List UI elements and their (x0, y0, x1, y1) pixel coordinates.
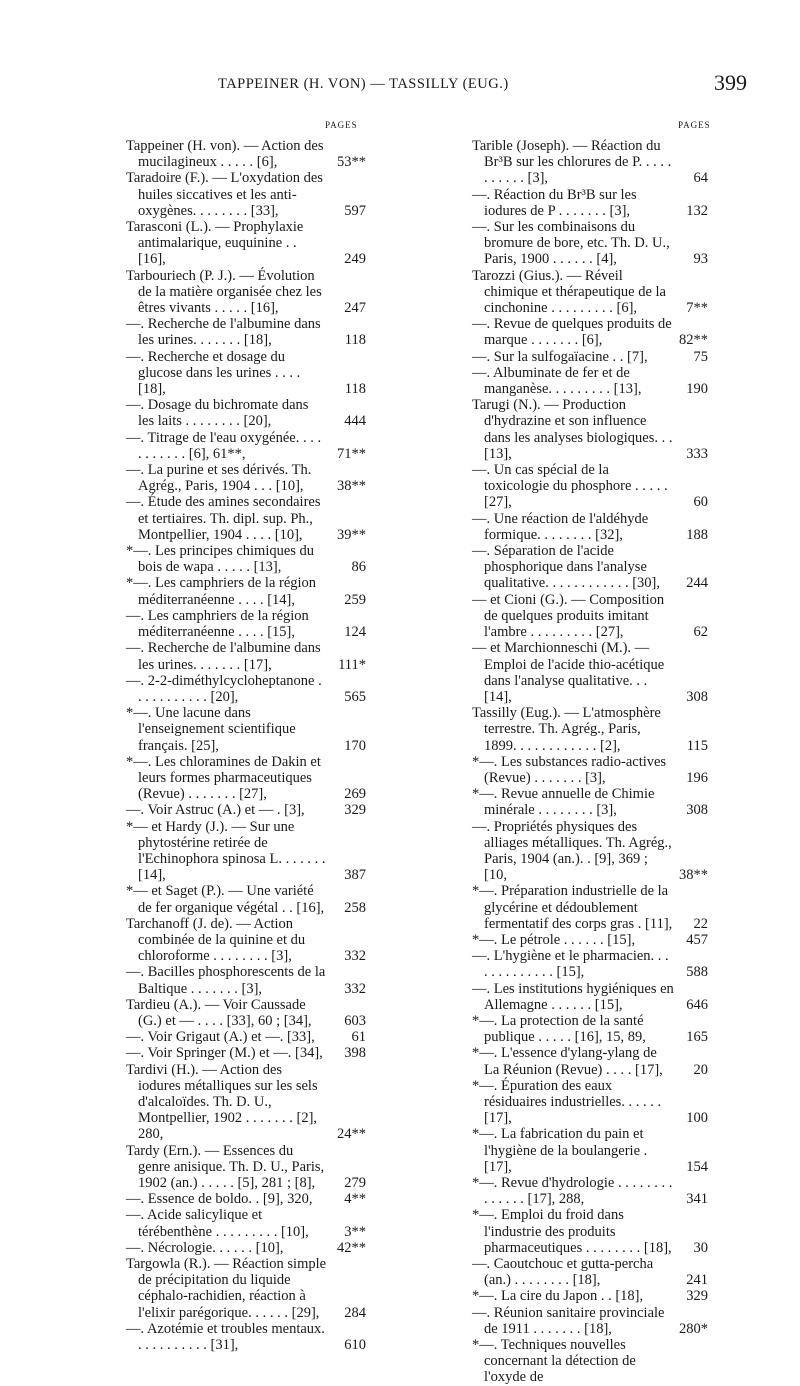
entry-text: *—. Préparation industrielle de la glycérine et dédoublement fermentatif des corps gras . [11], (472, 883, 673, 932)
index-entry (472, 1126, 708, 1175)
entry-text: —. Les camphriers de la région méditerranéenne . . . . [15], (126, 607, 309, 641)
index-entry (126, 1256, 366, 1321)
entry-text: Tarbouriech (P. J.). — Évolution de la matière organisée chez les êtres vivants . . . . . [16], (126, 267, 322, 317)
entry-page: 124 (344, 624, 366, 641)
entry-text: *—. L'essence d'ylang-ylang de La Réunion (Revue) . . . . [17], (472, 1045, 663, 1078)
entry-page: 165 (686, 1029, 708, 1046)
entry-page: 75 (693, 348, 708, 365)
entry-page: 329 (344, 802, 366, 819)
entry-page: 86 (351, 559, 366, 576)
index-entry (126, 268, 366, 317)
index-entry (472, 219, 708, 268)
entry-page: 62 (693, 624, 708, 641)
entry-text: —. Étude des amines secondaires et tertiaires. Th. dipl. sup. Ph., Montpellier, 1904 . . . . [10], (126, 494, 321, 543)
entry-text: —. Voir Grigaut (A.) et —. [33], (126, 1029, 315, 1046)
index-entry (472, 138, 708, 187)
entry-text: —. Recherche de l'albumine dans les urines. . . . . . . [18], (126, 316, 321, 349)
index-entry (126, 349, 366, 398)
entry-text: Targowla (R.). — Réaction simple de précipitation du liquide céphalo-rachidien, réaction à l'elixir parégorique. . . . . . [29], (126, 1256, 327, 1321)
entry-text: —. Réaction du Br³B sur les iodures de P . . . . . . . [3], (472, 186, 637, 219)
running-title: TAPPEINER (H. VON) — TASSILLY (EUG.) (218, 76, 509, 92)
index-entry (126, 1191, 366, 1207)
entry-text: —. Recherche et dosage du glucose dans les urines . . . . [18], (126, 348, 301, 398)
entry-page: 332 (344, 980, 366, 997)
index-entry (472, 819, 708, 884)
entry-page: 7** (686, 300, 708, 317)
entry-text: *—. Techniques nouvelles concernant la détection de l'oxyde de (472, 1337, 636, 1386)
entry-text: —. Une réaction de l'aldéhyde formique. . . . . . . . [32], (472, 510, 649, 543)
entry-text: *—. Les camphriers de la région méditerranéenne . . . . [14], (126, 575, 317, 608)
index-entry (126, 219, 366, 268)
index-entry (472, 948, 708, 980)
index-entry (126, 1029, 366, 1045)
entry-text: —. Bacilles phosphorescents de la Baltique . . . . . . . [3], (126, 964, 326, 997)
entry-page: 247 (344, 300, 366, 317)
index-entry (126, 430, 366, 462)
entry-text: —. Les institutions hygiéniques en Allemagne . . . . . . [15], (472, 980, 674, 1013)
left-index-column (126, 138, 366, 1353)
entry-page: 38** (337, 478, 366, 495)
entry-page: 610 (344, 1337, 366, 1354)
index-entry (472, 786, 708, 818)
entry-page: 279 (344, 1175, 366, 1191)
entry-page: 244 (686, 575, 708, 592)
entry-page: 64 (693, 170, 708, 187)
index-entry (126, 316, 366, 348)
entry-text: Taradoire (F.). — L'oxydation des huiles siccatives et les anti-oxygènes. . . . . . . . [33], (126, 170, 323, 219)
entry-page: 111* (338, 656, 366, 673)
entry-text: *—. Emploi du froid dans l'industrie des produits pharmaceutiques . . . . . . . . [18], (472, 1207, 672, 1256)
entry-text: —. Voir Astruc (A.) et — . [3], (126, 802, 305, 819)
index-entry (472, 640, 708, 705)
entry-text: Tardy (Ern.). — Essences du genre anisique. Th. D. U., Paris, 1902 (an.) . . . . . [5], 281 ; [8], (126, 1142, 325, 1191)
index-entry (472, 1256, 708, 1288)
index-entry (126, 1062, 366, 1143)
index-entry (472, 932, 708, 948)
index-entry (472, 511, 708, 543)
entry-text: —. Propriétés physiques des alliages métalliques. Th. Agrég., Paris, 1904 (an.). . [9], 369 ; [10, (472, 818, 672, 884)
entry-text: *—. Les chloramines de Dakin et leurs formes pharmaceutiques (Revue) . . . . . . . [27], (126, 753, 321, 803)
entry-text: *—. Les substances radio-actives (Revue) . . . . . . . [3], (472, 753, 667, 786)
entry-page: 597 (344, 202, 366, 219)
entry-text: —. Recherche de l'albumine dans les urines. . . . . . . [17], (126, 640, 321, 673)
entry-text: Tarchanoff (J. de). — Action combinée de la quinine et du chloroforme . . . . . . . . [3], (126, 915, 306, 965)
right-index-column (472, 138, 708, 1386)
entry-text: — et Cioni (G.). — Composition de quelques produits imitant l'ambre . . . . . . . . . [27], (472, 591, 665, 641)
entry-text: —. La purine et ses dérivés. Th. Agrég., Paris, 1904 . . . [10], (126, 462, 312, 495)
entry-page: 100 (686, 1110, 708, 1127)
entry-page: 329 (686, 1288, 708, 1305)
index-entry (126, 997, 366, 1029)
entry-text: *—. Épuration des eaux résiduaires industrielles. . . . . . [17], (472, 1077, 662, 1127)
index-entry (472, 349, 708, 365)
entry-page: 118 (344, 381, 366, 398)
entry-text: —. Sur les combinaisons du bromure de bore, etc. Th. D. U., Paris, 1900 . . . . . . [4], (472, 219, 670, 268)
index-entry (126, 608, 366, 640)
entry-text: *—. Revue annuelle de Chimie minérale . . . . . . . . [3], (472, 786, 655, 819)
entry-page: 24** (337, 1126, 366, 1143)
entry-page: 132 (686, 202, 708, 219)
index-entry (472, 1305, 708, 1337)
entry-text: —. Séparation de l'acide phosphorique dans l'analyse qualitative. . . . . . . . . . . . [30], (472, 543, 660, 592)
entry-page: 341 (686, 1191, 708, 1208)
entry-page: 308 (686, 688, 708, 705)
index-entry (472, 1175, 708, 1207)
entry-page: 258 (344, 899, 366, 916)
entry-page: 241 (686, 1272, 708, 1289)
index-entry (126, 964, 366, 996)
entry-page: 93 (693, 251, 708, 268)
index-entry (126, 819, 366, 884)
index-entry (472, 1207, 708, 1256)
entry-page: 22 (693, 915, 708, 932)
entry-page: 387 (344, 867, 366, 884)
entry-page: 190 (686, 381, 708, 398)
index-entry (126, 575, 366, 607)
index-entry (472, 1013, 708, 1045)
entry-page: 20 (693, 1061, 708, 1078)
entry-page: 170 (344, 737, 366, 754)
index-entry (126, 673, 366, 705)
entry-page: 308 (686, 802, 708, 819)
entry-text: — et Marchionneschi (M.). — Emploi de l'acide thio-acétique dans l'analyse qualitative. . . [14], (472, 640, 665, 705)
entry-text: —. Nécrologie. . . . . . [10], (126, 1239, 284, 1256)
index-entry (472, 365, 708, 397)
entry-page: 646 (686, 996, 708, 1013)
entry-text: *—. Les principes chimiques du bois de wapa . . . . . [13], (126, 543, 315, 576)
index-entry (126, 640, 366, 672)
entry-text: —. Voir Springer (M.) et —. [34], (126, 1045, 323, 1062)
index-entry (126, 883, 366, 915)
entry-text: —. Réunion sanitaire provinciale de 1911 . . . . . . . [18], (472, 1304, 665, 1337)
entry-page: 60 (693, 494, 708, 511)
entry-page: 333 (686, 445, 708, 462)
index-entry (472, 268, 708, 317)
entry-page: 588 (686, 964, 708, 981)
index-entry (472, 754, 708, 786)
index-entry (472, 187, 708, 219)
entry-text: —. Essence de boldo. . [9], 320, (126, 1191, 313, 1208)
index-entry (126, 754, 366, 803)
entry-page: 444 (344, 413, 366, 430)
entry-page: 332 (344, 948, 366, 965)
entry-page: 565 (344, 688, 366, 705)
entry-text: Tardivi (H.). — Action des iodures métalliques sur les sels d'alcaloïdes. Th. D. U., Montpellier, 1902 . . . . . . . [2], 280, (126, 1061, 318, 1143)
entry-text: *—. Une lacune dans l'enseignement scientifique français. [25], (126, 705, 296, 754)
entry-text: *—. Revue d'hydrologie . . . . . . . . . . . . . . [17], 288, (472, 1175, 673, 1208)
index-entry (126, 462, 366, 494)
index-entry (472, 543, 708, 592)
entry-page: 3** (344, 1223, 366, 1240)
index-entry (126, 916, 366, 965)
index-entry (126, 397, 366, 429)
entry-text: —. Un cas spécial de la toxicologie du phosphore . . . . . [27], (472, 462, 668, 511)
entry-text: Tardieu (A.). — Voir Caussade (G.) et — . . . . [33], 60 ; [34], (126, 996, 312, 1029)
entry-text: —. 2-2-diméthylcycloheptanone . . . . . . . . . . . [20], (126, 672, 322, 705)
entry-page: 4** (344, 1191, 366, 1208)
index-entry (472, 1337, 708, 1386)
entry-text: —. Sur la sulfogaïacine . . [7], (472, 348, 648, 365)
entry-text: —. Dosage du bichromate dans les laits . . . . . . . . [20], (126, 397, 309, 430)
entry-page: 249 (344, 251, 366, 268)
entry-page: 39** (337, 526, 366, 543)
index-entry (472, 1288, 708, 1304)
entry-text: —. Titrage de l'eau oxygénée. . . . . . . . . . . [6], 61**, (126, 429, 322, 462)
index-entry (126, 1143, 366, 1192)
entry-page: 118 (344, 332, 366, 349)
entry-text: *—. La cire du Japon . . [18], (472, 1288, 644, 1305)
entry-text: *— et Saget (P.). — Une variété de fer organique végétal . . [16], (126, 883, 325, 916)
entry-text: Tappeiner (H. von). — Action des mucilagineux . . . . . [6], (126, 138, 324, 171)
entry-page: 71** (337, 445, 366, 462)
entry-text: *—. Le pétrole . . . . . . [15], (472, 931, 636, 948)
entry-text: Tarible (Joseph). — Réaction du Br³B sur les chlorures de P. . . . . . . . . . . [3], (472, 138, 672, 187)
entry-text: —. L'hygiène et le pharmacien. . . . . . . . . . . . . [15], (472, 948, 669, 981)
page-number: 399 (714, 70, 747, 95)
entry-text: —. Albuminate de fer et de manganèse. . . . . . . . . [13], (472, 364, 642, 398)
index-entry (126, 1240, 366, 1256)
left-pages-header: PAGES (325, 120, 358, 130)
index-entry (126, 802, 366, 818)
index-entry (472, 1045, 708, 1077)
entry-page: 154 (686, 1158, 708, 1175)
index-entry (126, 1207, 366, 1239)
index-entry (472, 883, 708, 932)
entry-text: Tarasconi (L.). — Prophylaxie antimalarique, euquinine . . [16], (126, 219, 304, 268)
entry-text: Tassilly (Eug.). — L'atmosphère terrestre. Th. Agrég., Paris, 1899. . . . . . . . . . . . [2], (472, 705, 661, 754)
entry-page: 284 (344, 1304, 366, 1321)
entry-page: 398 (344, 1045, 366, 1062)
index-entry (472, 592, 708, 641)
right-pages-header: PAGES (678, 120, 711, 130)
index-entry (126, 543, 366, 575)
entry-page: 269 (344, 786, 366, 803)
entry-text: *—. La protection de la santé publique . . . . . [16], 15, 89, (472, 1012, 646, 1046)
entry-text: —. Acide salicylique et térébenthène . . . . . . . . . [10], (126, 1207, 309, 1240)
index-entry (472, 462, 708, 511)
index-entry (472, 1078, 708, 1127)
entry-page: 82** (679, 332, 708, 349)
entry-page: 188 (686, 526, 708, 543)
index-entry (126, 705, 366, 754)
entry-text: —. Azotémie et troubles mentaux. . . . . . . . . . . [31], (126, 1320, 325, 1354)
index-entry (126, 170, 366, 219)
entry-page: 38** (679, 867, 708, 884)
index-entry (472, 316, 708, 348)
entry-page: 280* (679, 1320, 708, 1337)
entry-page: 30 (693, 1239, 708, 1256)
entry-text: *—. La fabrication du pain et l'hygiène de la boulangerie . [17], (472, 1126, 648, 1175)
entry-page: 53** (337, 154, 366, 171)
entry-page: 603 (344, 1012, 366, 1029)
index-entry (126, 1321, 366, 1353)
entry-text: —. Caoutchouc et gutta-percha (an.) . . . . . . . . [18], (472, 1256, 654, 1289)
entry-page: 115 (686, 737, 708, 754)
index-entry (472, 981, 708, 1013)
index-entry (126, 1045, 366, 1061)
index-entry (472, 705, 708, 754)
entry-text: —. Revue de quelques produits de marque . . . . . . . [6], (472, 316, 672, 349)
index-entry (126, 494, 366, 543)
index-entry (472, 397, 708, 462)
entry-page: 259 (344, 591, 366, 608)
entry-page: 457 (686, 931, 708, 948)
entry-page: 196 (686, 769, 708, 786)
entry-text: *— et Hardy (J.). — Sur une phytostérine retirée de l'Echinophora spinosa L. . . . . . . [14], (126, 818, 326, 884)
entry-page: 42** (337, 1239, 366, 1256)
entry-text: Tarozzi (Gius.). — Réveil chimique et thérapeutique de la cinchonine . . . . . . . . . [6], (472, 267, 666, 317)
entry-page: 61 (351, 1029, 366, 1046)
index-entry (126, 138, 366, 170)
entry-text: Tarugi (N.). — Production d'hydrazine et son influence dans les analyses biologiques. . . [13], (472, 397, 673, 462)
